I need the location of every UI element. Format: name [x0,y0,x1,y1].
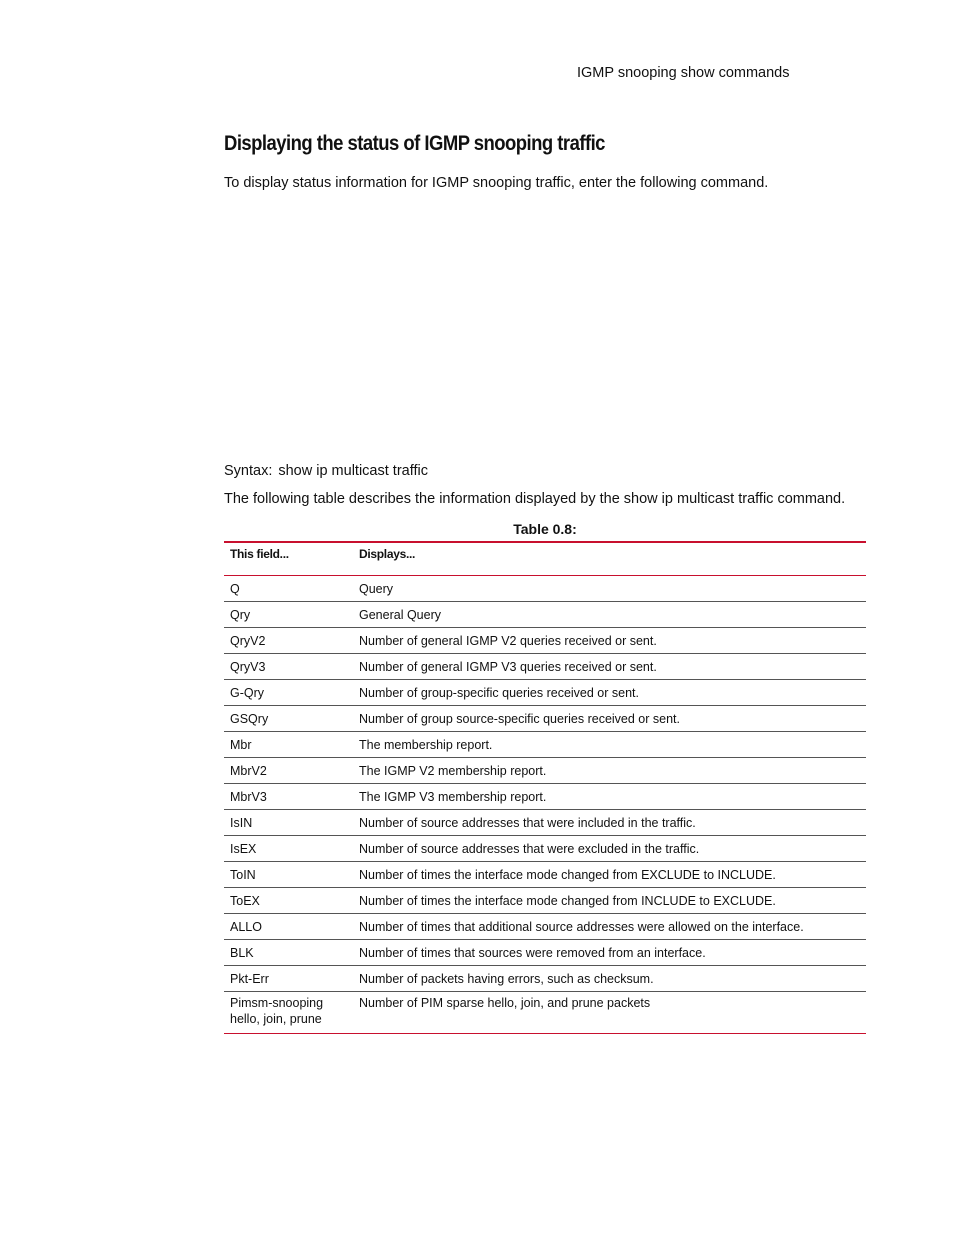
field-name-cell: ToEX [224,888,353,914]
field-name-cell: Pimsm-snooping hello, join, prune [224,992,353,1034]
field-description-cell: General Query [353,602,866,628]
table-row [224,758,866,784]
field-description-cell: Number of general IGMP V2 queries received or sent. [353,628,866,654]
table-description [224,491,845,507]
syntax-label: Syntax: [224,463,273,479]
fields-table [224,541,866,1034]
field-description-cell: Number of PIM sparse hello, join, and prune packets [353,992,866,1034]
table-row [224,654,866,680]
table-row [224,992,866,1034]
field-name-cell: Pkt-Err [224,966,353,992]
description-text-after: command. [773,491,846,507]
table-row [224,914,866,940]
table-row [224,706,866,732]
field-name-cell: Mbr [224,732,353,758]
table-row [224,836,866,862]
field-description-cell: The IGMP V3 membership report. [353,784,866,810]
section-title: Displaying the status of IGMP snooping traffic [224,132,605,155]
table-row [224,680,866,706]
table-row [224,810,866,836]
table-row [224,576,866,602]
field-name-cell: Q [224,576,353,602]
field-description-cell: Number of packets having errors, such as checksum. [353,966,866,992]
field-name-cell: QryV2 [224,628,353,654]
field-description-cell: Number of general IGMP V3 queries received or sent. [353,654,866,680]
running-head: IGMP snooping show commands [577,65,790,81]
field-name-cell: Qry [224,602,353,628]
field-description-cell: Query [353,576,866,602]
field-name-cell: ToIN [224,862,353,888]
field-description-cell: The IGMP V2 membership report. [353,758,866,784]
intro-paragraph: To display status information for IGMP snooping traffic, enter the following command. [224,175,769,191]
field-name-cell: MbrV3 [224,784,353,810]
table-row [224,784,866,810]
description-command: show ip multicast traffic [623,491,774,507]
field-name-cell: IsEX [224,836,353,862]
field-description-cell: The membership report. [353,732,866,758]
table-caption: Table 0.8: [513,521,577,537]
syntax-command: show ip multicast traffic [278,463,428,479]
table-row [224,602,866,628]
field-description-cell: Number of times that additional source addresses were allowed on the interface. [353,914,866,940]
table-row [224,940,866,966]
table-body [224,576,866,1034]
table-row [224,966,866,992]
field-description-cell: Number of source addresses that were excluded in the traffic. [353,836,866,862]
field-name-cell: QryV3 [224,654,353,680]
table-header-row [224,542,866,576]
table-row [224,628,866,654]
field-description-cell: Number of times that sources were removed from an interface. [353,940,866,966]
field-description-cell: Number of source addresses that were included in the traffic. [353,810,866,836]
table-row [224,888,866,914]
field-description-cell: Number of times the interface mode changed from EXCLUDE to INCLUDE. [353,862,866,888]
syntax-line [224,463,428,479]
field-name-cell: MbrV2 [224,758,353,784]
field-description-cell: Number of group source-specific queries received or sent. [353,706,866,732]
description-text-before: The following table describes the information displayed by the [224,491,624,507]
field-description-cell: Number of times the interface mode changed from INCLUDE to EXCLUDE. [353,888,866,914]
field-description-cell: Number of group-specific queries received or sent. [353,680,866,706]
column-header-displays: Displays... [353,542,866,576]
field-name-cell: BLK [224,940,353,966]
table-row [224,862,866,888]
field-name-cell: G-Qry [224,680,353,706]
table-row [224,732,866,758]
column-header-field: This field... [224,542,353,576]
field-name-cell: GSQry [224,706,353,732]
field-name-cell: ALLO [224,914,353,940]
field-name-cell: IsIN [224,810,353,836]
